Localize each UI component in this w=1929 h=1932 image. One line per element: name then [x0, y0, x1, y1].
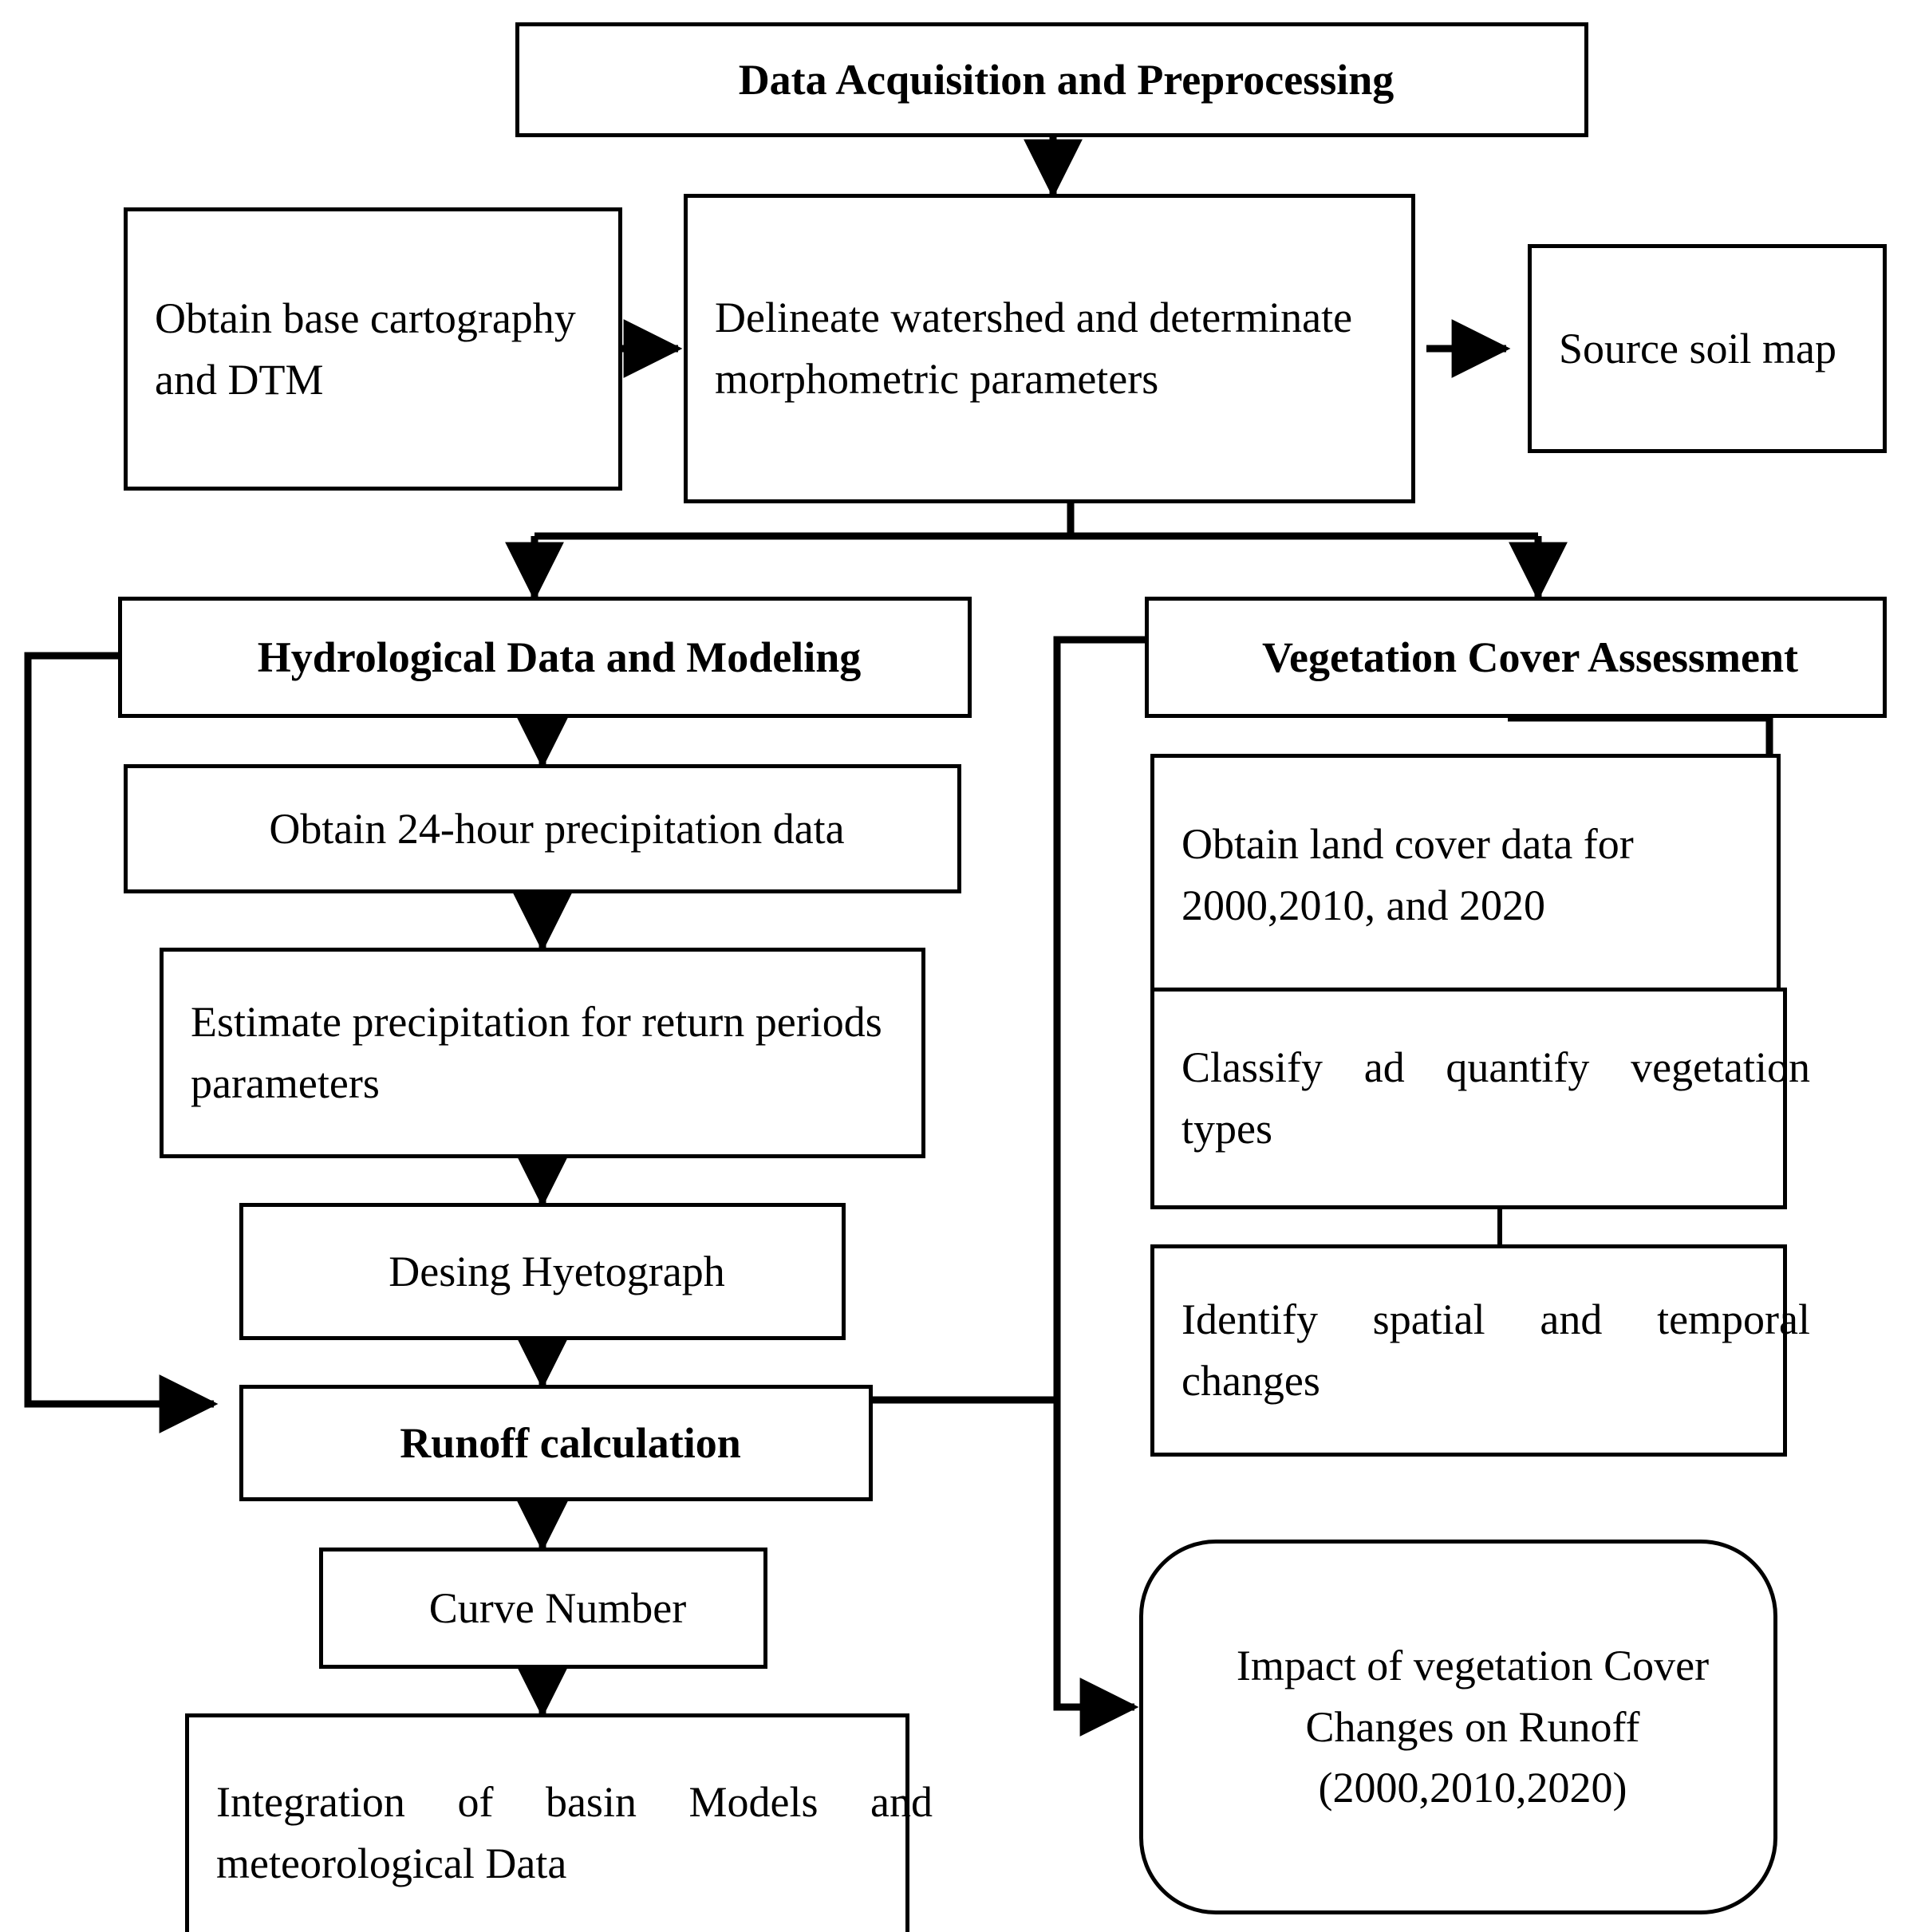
- node-data-acquisition-label: Data Acquisition and Preprocessing: [738, 55, 1394, 104]
- node-impact-outcome-label: Impact of vegetation Cover Changes on Runoff (2000,2010,2020): [1236, 1641, 1710, 1812]
- node-desing-hyetograph-label: Desing Hyetograph: [389, 1247, 725, 1295]
- node-source-soil-map-label: Source soil map: [1559, 324, 1836, 373]
- node-curve-number: [319, 1548, 767, 1669]
- node-source-soil-map: [1528, 244, 1887, 453]
- node-obtain-base-cartography-label: Obtain base cartography and DTM: [155, 294, 576, 404]
- node-obtain-land-cover-label: Obtain land cover data for 2000,2010, and 2020: [1181, 819, 1634, 929]
- node-hydrological-header: [118, 597, 972, 718]
- node-identify-changes: [1150, 1244, 1810, 1457]
- node-data-acquisition: [515, 22, 1588, 137]
- node-obtain-precipitation: [124, 764, 961, 893]
- node-integration-basin-label: Integration of basin Models and meteorological Data: [216, 1778, 933, 1887]
- node-curve-number-label: Curve Number: [428, 1583, 687, 1632]
- node-classify-vegetation: [1150, 988, 1810, 1209]
- node-delineate-watershed: [684, 194, 1415, 503]
- edge-vegetation-trunk: [1057, 640, 1145, 1707]
- node-integration-basin: [185, 1713, 933, 1932]
- node-impact-outcome: [1139, 1540, 1777, 1914]
- node-desing-hyetograph: [239, 1203, 846, 1340]
- node-identify-changes-label: Identify spatial and temporal changes: [1181, 1295, 1810, 1405]
- node-vegetation-header-label: Vegetation Cover Assessment: [1262, 633, 1798, 681]
- node-vegetation-header: [1145, 597, 1887, 718]
- node-classify-vegetation-label: Classify ad quantify vegetation types: [1181, 1043, 1810, 1153]
- node-estimate-precipitation-label: Estimate precipitation for return periods parameters: [191, 998, 882, 1107]
- node-runoff-calculation: [239, 1385, 873, 1501]
- node-estimate-precipitation: [160, 948, 925, 1158]
- node-obtain-base-cartography: [124, 207, 622, 491]
- node-obtain-precipitation-label: Obtain 24-hour precipitation data: [269, 804, 845, 853]
- node-hydrological-header-label: Hydrological Data and Modeling: [257, 633, 862, 681]
- node-delineate-watershed-label: Delineate watershed and determinate morphometric parameters: [715, 294, 1353, 403]
- node-obtain-land-cover: [1150, 754, 1781, 996]
- node-runoff-calculation-label: Runoff calculation: [400, 1418, 741, 1467]
